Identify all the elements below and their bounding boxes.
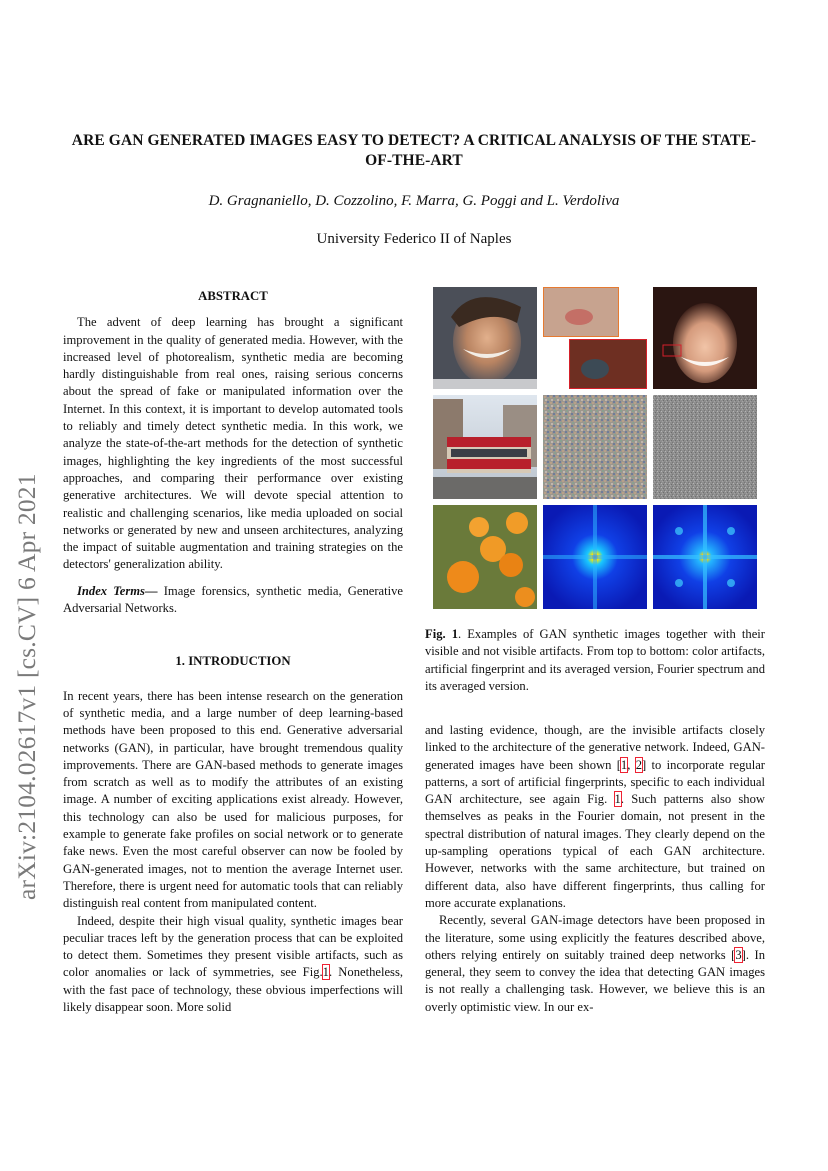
averaged-spectrum-image	[653, 505, 757, 609]
right-p1-text-c: . Such patterns also show themselves as peaks in the Fourier domain, not present in the spectral distribution of natural images. They clearly depend on the up-sampling operations typical of each GAN architecture. However, networks with the same architecture, but trained on different data, also have different fingerprints, thus calling for more accurate explanations.	[425, 792, 765, 910]
right-p1-text-b: ] to incorporate regular patterns, a sort of artificial fingerprints, specific to each individual GAN architecture, see again Fig.	[425, 757, 765, 807]
intro-p2-text-b: . Nonetheless, with the fast pace of technology, these obvious imperfections will likely disappear soon. More solid	[63, 965, 404, 1014]
citation-link[interactable]: 1	[620, 757, 628, 772]
gan-oranges-image	[433, 505, 537, 609]
figure-caption	[425, 626, 765, 695]
abstract-text: The advent of deep learning has brought a significant improvement in the quality of generated media. However, with the increased level of photorealism, synthetic media are becoming hardly distinguishable from real ones, raising serious concerns about the spread of fake or manipulated information over the Internet. In this context, it is important to develop automated tools to reliably and timely detect synthetic media. In this work, we analyze the state-of-the-art methods for the detection of synthetic images, highlighting the key ingredients of the most successful approaches, and comparing their performance over existing generative architectures. We will devote special attention to realistic and challenging scenarios, like media uploaded on social networks or generated by new and unseen architectures, analyzing the impact of suitable augmentation and training strategies on the detectors' generalization ability.	[63, 315, 403, 572]
intro-heading: 1. INTRODUCTION	[175, 654, 291, 669]
artificial-fingerprint-image	[543, 395, 647, 499]
author-list: D. Gragnaniello, D. Cozzolino, F. Marra, G. Poggi and L. Verdoliva	[208, 193, 620, 209]
right-p2-text-a: Recently, several GAN-image detectors have been proposed in the literature, some using explicitly the features described above, others relying entirely on suitably trained deep networks [	[425, 913, 765, 962]
gan-face-male-image	[433, 287, 537, 389]
figure-caption-text: . Examples of GAN synthetic images together with their visible and not visible artifacts. From top to bottom: color artifacts, artificial fingerprint and its averaged version, Fourier spectrum and its averaged version.	[425, 627, 765, 693]
abstract-heading: ABSTRACT	[198, 289, 268, 303]
citation-separator: ,	[627, 757, 636, 772]
color-artifact-crop-top	[543, 287, 619, 337]
citation-link[interactable]: 3	[735, 947, 742, 962]
right-p2-text-b: ]. In general, they seem to convey the idea that detecting GAN images is not really a challenging task. However, we believe this is an overly optimistic view. In our ex-	[425, 947, 765, 1014]
color-artifact-crop-bottom	[569, 339, 647, 389]
figure-ref-link[interactable]: 1	[322, 965, 329, 980]
fourier-spectrum-image	[543, 505, 647, 609]
figure-1	[433, 287, 757, 609]
right-column	[425, 722, 765, 1016]
index-terms-label: Index Terms—	[77, 583, 158, 598]
intro-paragraph-1: In recent years, there has been intense research on the generation of synthetic media, and a large number of deep learning-based methods have been proposed to this end. Generative adversarial networks (GAN), in particular, have brought tremendous quality improvements. There are GAN-based methods to generate images from scratch as well as to modify the attributes of an existing image. A number of exciting applications exist already. However, this technology can also be used for malicious purposes, for example to generate fake profiles on social network or to generate fake news. Even the most careful observer can now be fooled by GAN-generated images, not to mention the average Internet user. Therefore, there is urgent need for automatic tools that can reliably distinguish real content from manipulated content.	[63, 688, 403, 911]
affiliation: University Federico II of Naples	[316, 231, 512, 247]
figure-caption-label: Fig. 1	[425, 627, 458, 641]
intro-paragraph-2	[63, 913, 403, 1017]
arxiv-stamp: arXiv:2104.02617v1 [cs.CV] 6 Apr 2021	[12, 473, 41, 900]
index-terms-text: Image forensics, synthetic media, Generative Adversarial Networks.	[63, 583, 403, 616]
figure-grid-svg	[433, 287, 757, 609]
right-paragraph-2	[425, 912, 765, 1016]
intro-p2-text-a: Indeed, despite their high visual quality, synthetic images bear peculiar traces left by the generation process that can be exploited to detect them. Sometimes they present visible artifacts, such as color anomalies or lack of symmetries, see Fig.	[63, 913, 403, 980]
averaged-fingerprint-image	[653, 395, 757, 499]
gan-tram-image	[433, 395, 537, 499]
right-paragraph-1	[425, 722, 765, 912]
paper-title: ARE GAN GENERATED IMAGES EASY TO DETECT? A CRITICAL ANALYSIS OF THE STATE-OF-THE-ART	[71, 132, 757, 169]
right-p1-text-a: and lasting evidence, though, are the invisible artifacts closely linked to the architecture of the generative network. Indeed, GAN-generated images have been shown [	[425, 723, 765, 772]
index-terms	[63, 583, 403, 618]
citation-link[interactable]: 2	[635, 757, 642, 772]
figure-ref-link[interactable]: 1	[614, 792, 621, 807]
left-column	[63, 288, 403, 1016]
gan-face-female-image	[653, 287, 757, 389]
